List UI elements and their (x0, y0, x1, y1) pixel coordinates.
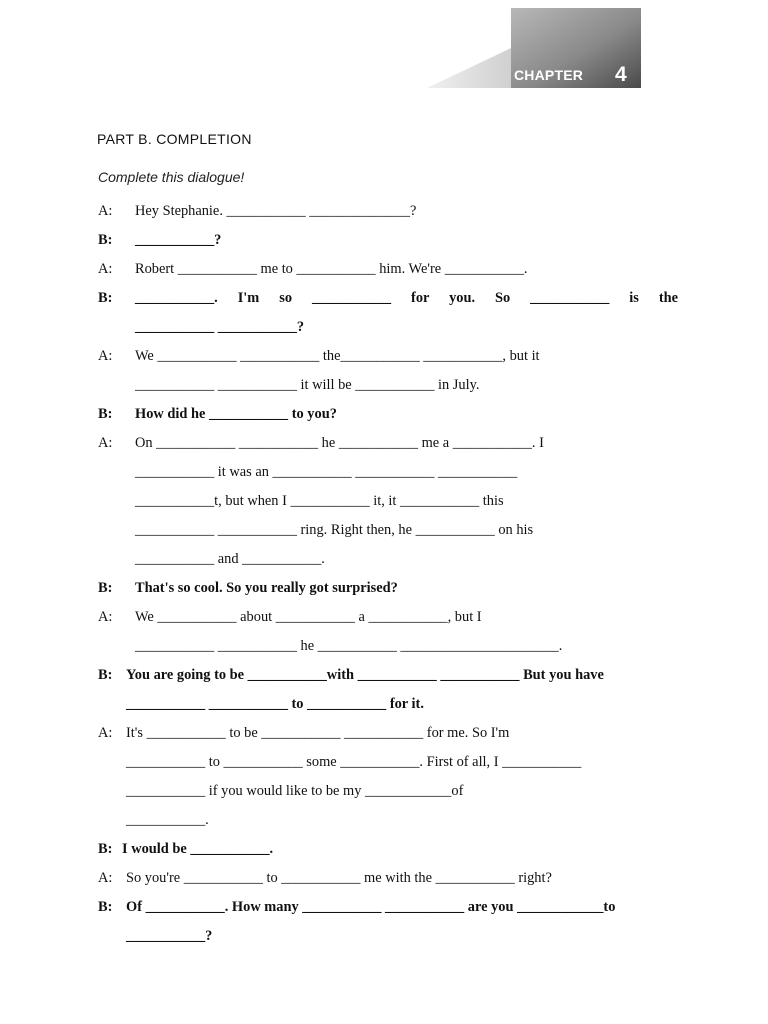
speaker-label: A: (98, 348, 113, 364)
dialogue-line: That's so cool. So you really got surprised? (135, 580, 398, 596)
dialogue-line: Robert ___________ me to ___________ him. We're ___________. (135, 261, 528, 277)
dialogue-line: ___________. I'm so ___________ for you. So ___________ is the (135, 290, 678, 306)
dialogue-line: ___________ it was an ___________ ___________ ___________ (135, 464, 518, 480)
speaker-label: B: (98, 290, 113, 306)
dialogue-line: On ___________ ___________ he ___________ me a ___________. I (135, 435, 544, 451)
speaker-label: B: (98, 899, 113, 915)
dialogue-line: I would be ___________. (122, 841, 274, 857)
speaker-label: A: (98, 261, 113, 277)
dialogue-line: ___________? (126, 928, 213, 944)
speaker-label: B: (98, 580, 113, 596)
dialogue-line: ___________ and ___________. (135, 551, 325, 567)
speaker-label: A: (98, 435, 113, 451)
instruction: Complete this dialogue! (98, 169, 245, 185)
dialogue-line: We ___________ ___________ the___________ ___________, but it (135, 348, 540, 364)
speaker-label: A: (98, 203, 113, 219)
dialogue-line: ___________ if you would like to be my ____________of (126, 783, 464, 799)
dialogue-line: So you're ___________ to ___________ me with the ___________ right? (126, 870, 552, 886)
dialogue-line: ___________ ___________ it will be ___________ in July. (135, 377, 480, 393)
dialogue-line: ___________ ___________ to ___________ for it. (126, 696, 424, 712)
part-heading: PART B. COMPLETION (97, 131, 252, 147)
chapter-number: 4 (615, 63, 627, 86)
dialogue-line: ___________ ___________ he ___________ ______________________. (135, 638, 563, 654)
dialogue-line: Of ___________. How many ___________ ___________ are you ____________to (126, 899, 616, 915)
speaker-label: A: (98, 725, 113, 741)
dialogue-line: How did he ___________ to you? (135, 406, 337, 422)
speaker-label: B: (98, 667, 113, 683)
chapter-label: CHAPTER (514, 67, 584, 83)
dialogue-line: ___________? (135, 232, 222, 248)
chapter-tab (427, 8, 641, 88)
speaker-label: A: (98, 609, 113, 625)
speaker-label: A: (98, 870, 113, 886)
dialogue-line: ___________ ___________ ring. Right then, he ___________ on his (135, 522, 534, 538)
dialogue-line: ___________. (126, 812, 209, 828)
dialogue-line: We ___________ about ___________ a ___________, but I (135, 609, 482, 625)
dialogue-line: ___________ ___________? (135, 319, 305, 335)
dialogue-line: It's ___________ to be ___________ ___________ for me. So I'm (126, 725, 510, 741)
dialogue-line: ___________t, but when I ___________ it, it ___________ this (135, 493, 504, 509)
dialogue-line: You are going to be ___________with ___________ ___________ But you have (126, 667, 604, 683)
dialogue-line: ___________ to ___________ some ___________. First of all, I ___________ (126, 754, 582, 770)
dialogue-line: Hey Stephanie. ___________ ______________? (135, 203, 417, 219)
speaker-label: B: (98, 406, 113, 422)
speaker-label: B: (98, 232, 113, 248)
speaker-label: B: (98, 841, 113, 857)
